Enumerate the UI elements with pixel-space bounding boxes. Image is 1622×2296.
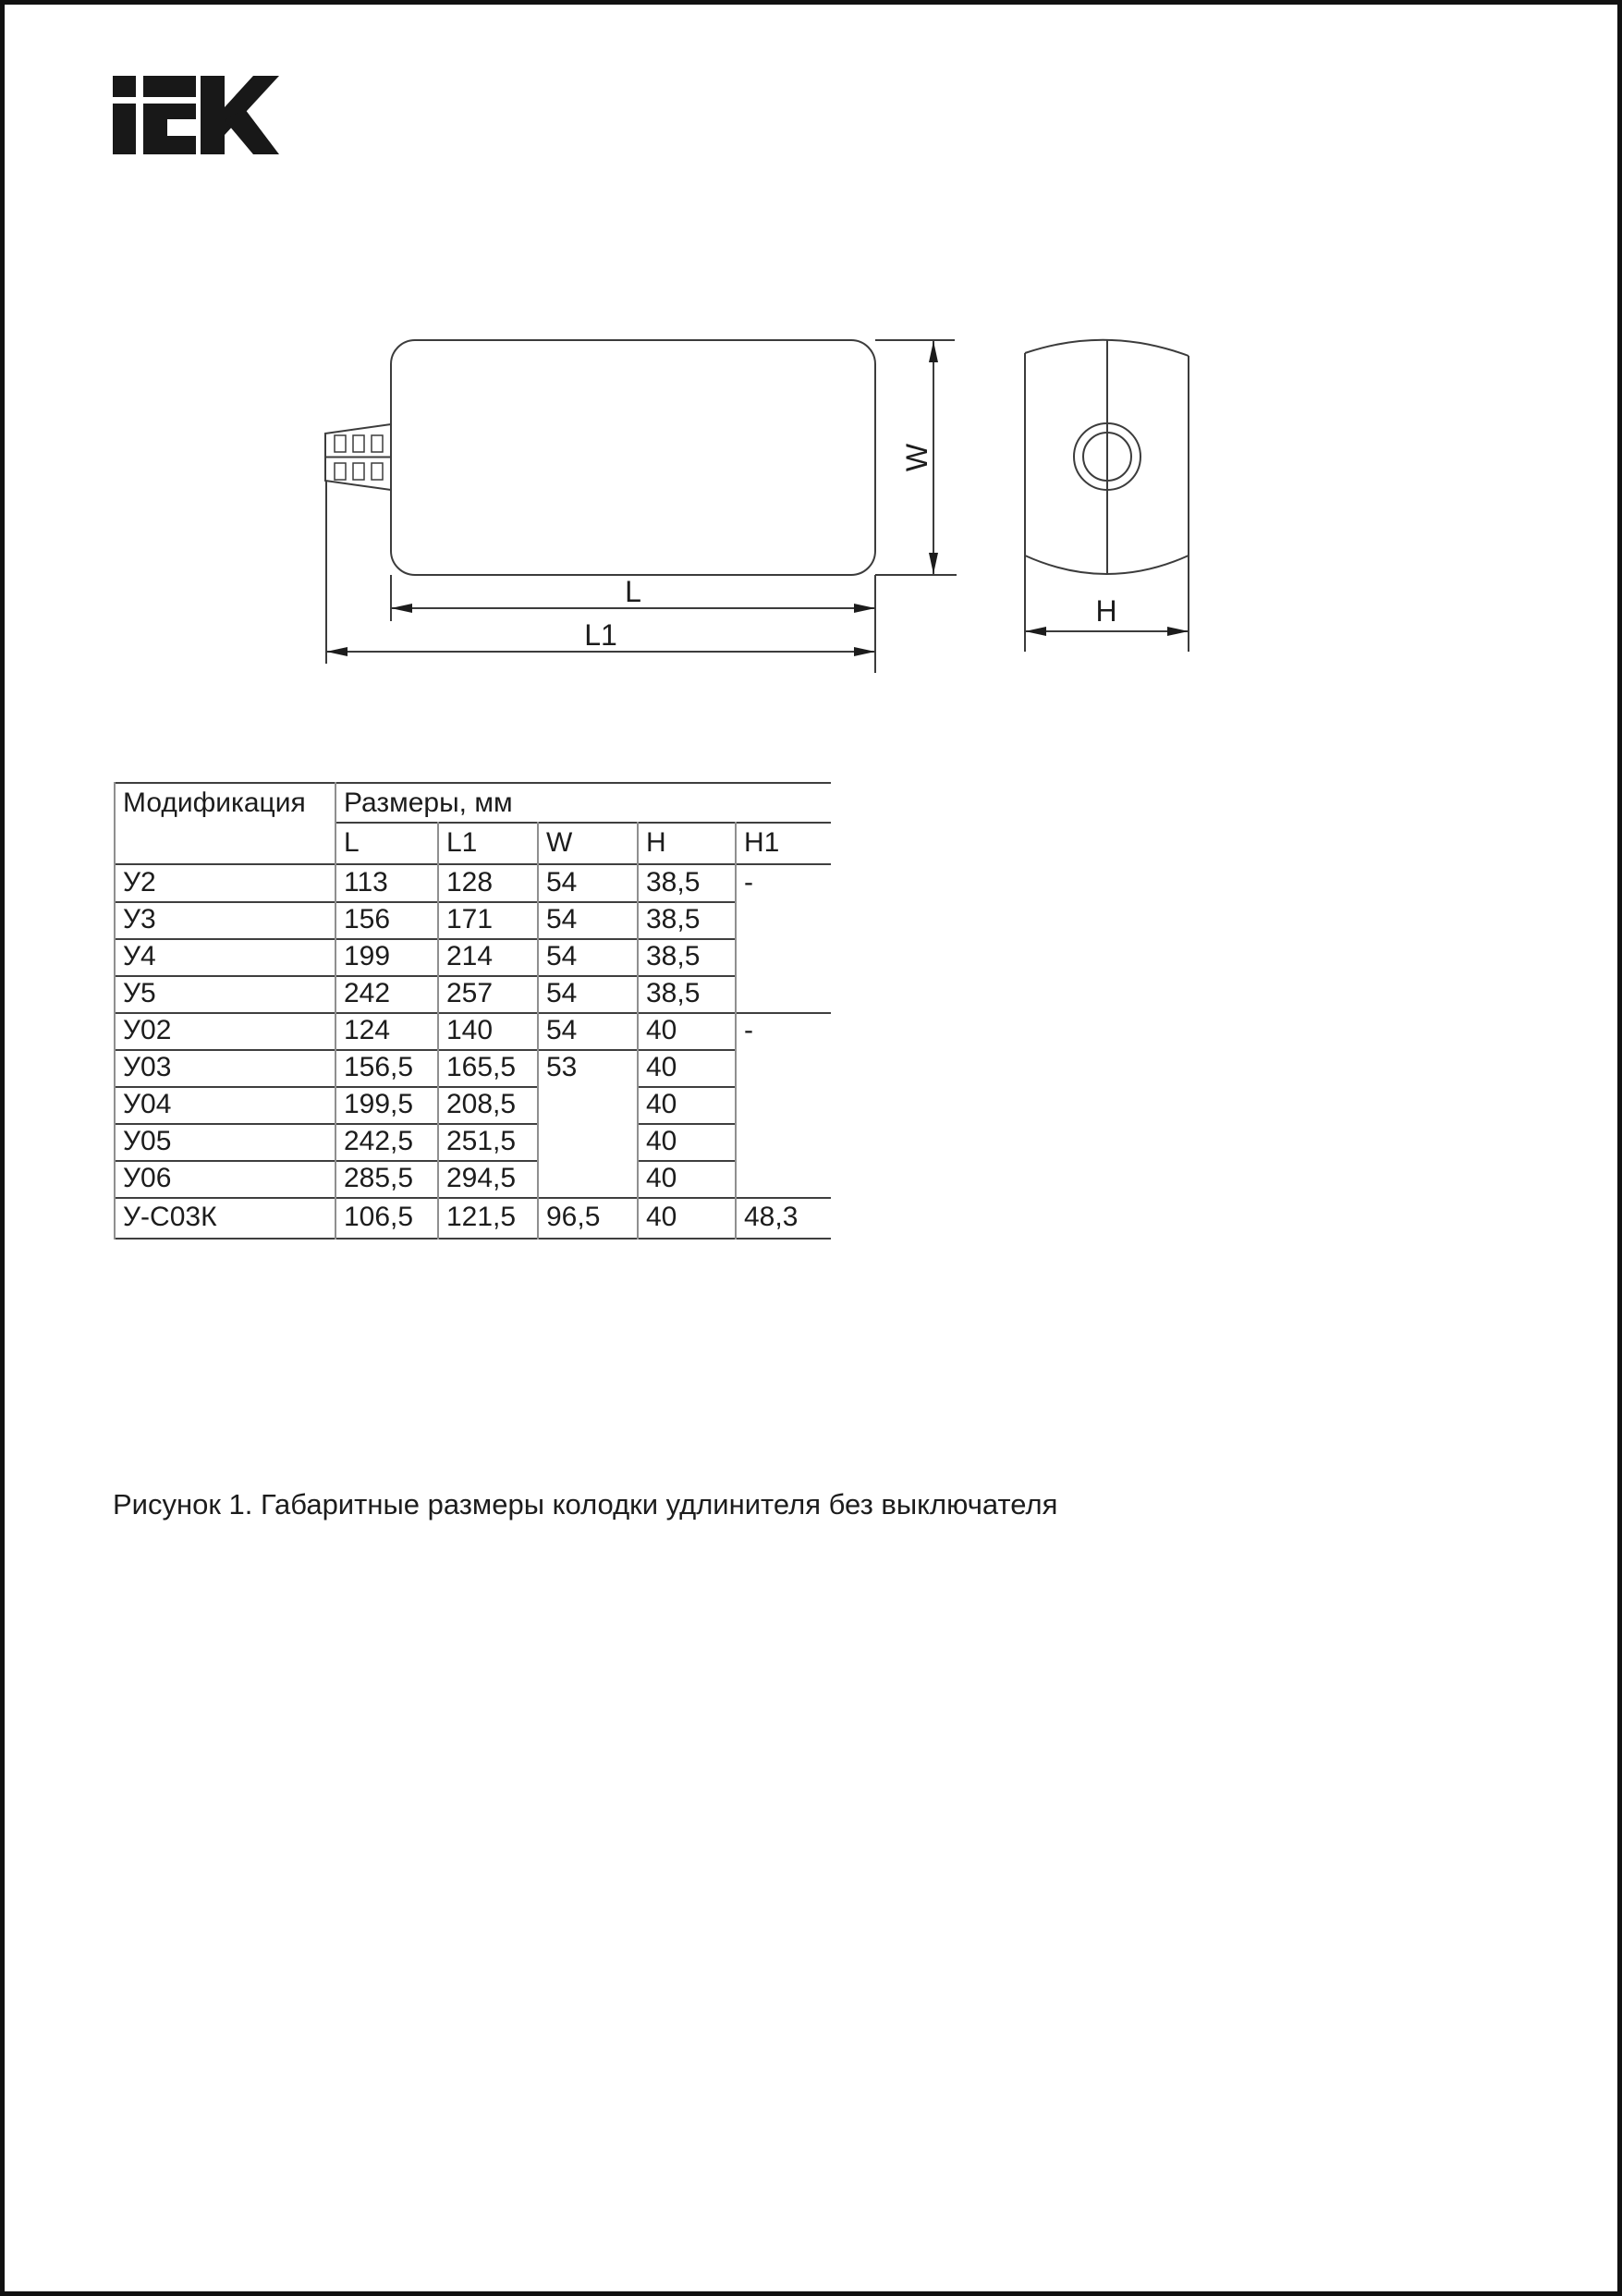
column-header-H1: H1 (744, 827, 780, 858)
cell-L: 285,5 (344, 1163, 414, 1193)
cell-H: 40 (646, 1089, 677, 1119)
logo-e-bottom (143, 136, 196, 154)
table-row (0, 864, 1622, 901)
table-row (0, 1197, 1622, 1238)
figure-caption: Рисунок 1. Габаритные размеры колодки удлинителя без выключателя (113, 1488, 1058, 1520)
cell-modification: У5 (123, 978, 156, 1008)
cell-W: 96,5 (546, 1202, 601, 1232)
table-row (0, 1012, 1622, 1049)
column-header-H: H (646, 827, 666, 858)
cell-modification: У06 (123, 1163, 172, 1193)
cell-W: 54 (546, 978, 578, 1008)
cell-modification: У3 (123, 904, 156, 934)
cell-L1: 128 (446, 867, 494, 898)
cell-L: 242,5 (344, 1126, 414, 1156)
cell-modification: У02 (123, 1015, 172, 1045)
cell-W: 54 (546, 867, 578, 898)
column-header-dimensions: Размеры, мм (344, 788, 513, 818)
cell-H: 38,5 (646, 904, 701, 934)
logo-i-dot (113, 76, 136, 97)
cell-L1: 171 (446, 904, 494, 934)
table-row (0, 1049, 1622, 1086)
cell-modification: У04 (123, 1089, 172, 1119)
cell-H: 40 (646, 1015, 677, 1045)
iek-logo (111, 74, 279, 154)
cell-L1: 251,5 (446, 1126, 517, 1156)
cell-H: 40 (646, 1202, 677, 1232)
logo-k-stem (201, 76, 225, 154)
dim-label-H: H (1095, 594, 1117, 628)
table-row (0, 1160, 1622, 1197)
table-row (0, 938, 1622, 975)
cell-H: 38,5 (646, 941, 701, 971)
logo-k-lower-arm (225, 109, 279, 154)
cell-H: 40 (646, 1052, 677, 1082)
cell-L: 106,5 (344, 1202, 414, 1232)
cell-H1: - (744, 867, 753, 898)
column-header-L1: L1 (446, 827, 478, 858)
table-row (0, 1123, 1622, 1160)
cell-L: 199,5 (344, 1089, 414, 1119)
cell-L1: 208,5 (446, 1089, 517, 1119)
cable-gland (325, 424, 391, 490)
dim-label-W: W (900, 443, 933, 472)
cell-W: 54 (546, 941, 578, 971)
logo-i-stem (113, 104, 136, 154)
cell-L1: 257 (446, 978, 494, 1008)
cell-L1: 294,5 (446, 1163, 517, 1193)
grid-line (114, 1238, 831, 1240)
cell-H1: - (744, 1015, 753, 1045)
column-header-modification: Модификация (123, 788, 306, 818)
cell-H: 38,5 (646, 978, 701, 1008)
table-header-row-1 (0, 783, 1622, 823)
table-row (0, 975, 1622, 1012)
cell-modification: У05 (123, 1126, 172, 1156)
cell-L: 156,5 (344, 1052, 414, 1082)
dim-label-L: L (625, 575, 641, 608)
cell-modification: У4 (123, 941, 156, 971)
cell-H1: 48,3 (744, 1202, 799, 1232)
column-header-L: L (344, 827, 360, 858)
cell-L: 156 (344, 904, 391, 934)
table-row (0, 1086, 1622, 1123)
cell-modification: У03 (123, 1052, 172, 1082)
cell-L1: 140 (446, 1015, 494, 1045)
cell-H: 40 (646, 1126, 677, 1156)
cell-H: 40 (646, 1163, 677, 1193)
cell-L: 124 (344, 1015, 391, 1045)
body-outline (391, 340, 875, 575)
column-header-W: W (546, 827, 573, 858)
cell-L1: 214 (446, 941, 494, 971)
dim-label-L1: L1 (584, 618, 617, 652)
logo-e-top (143, 76, 196, 97)
table-row (0, 901, 1622, 938)
cell-W: 54 (546, 904, 578, 934)
cell-L: 242 (344, 978, 391, 1008)
cell-W: 54 (546, 1015, 578, 1045)
figure-drawing (314, 324, 1238, 712)
table-header-row-2 (0, 822, 1622, 863)
cell-L1: 165,5 (446, 1052, 517, 1082)
cell-modification: У-С03К (123, 1202, 217, 1232)
cell-modification: У2 (123, 867, 156, 898)
cell-L: 113 (344, 867, 388, 898)
cell-L1: 121,5 (446, 1202, 517, 1232)
cell-W: 53 (546, 1052, 578, 1082)
cell-H: 38,5 (646, 867, 701, 898)
cell-L: 199 (344, 941, 391, 971)
